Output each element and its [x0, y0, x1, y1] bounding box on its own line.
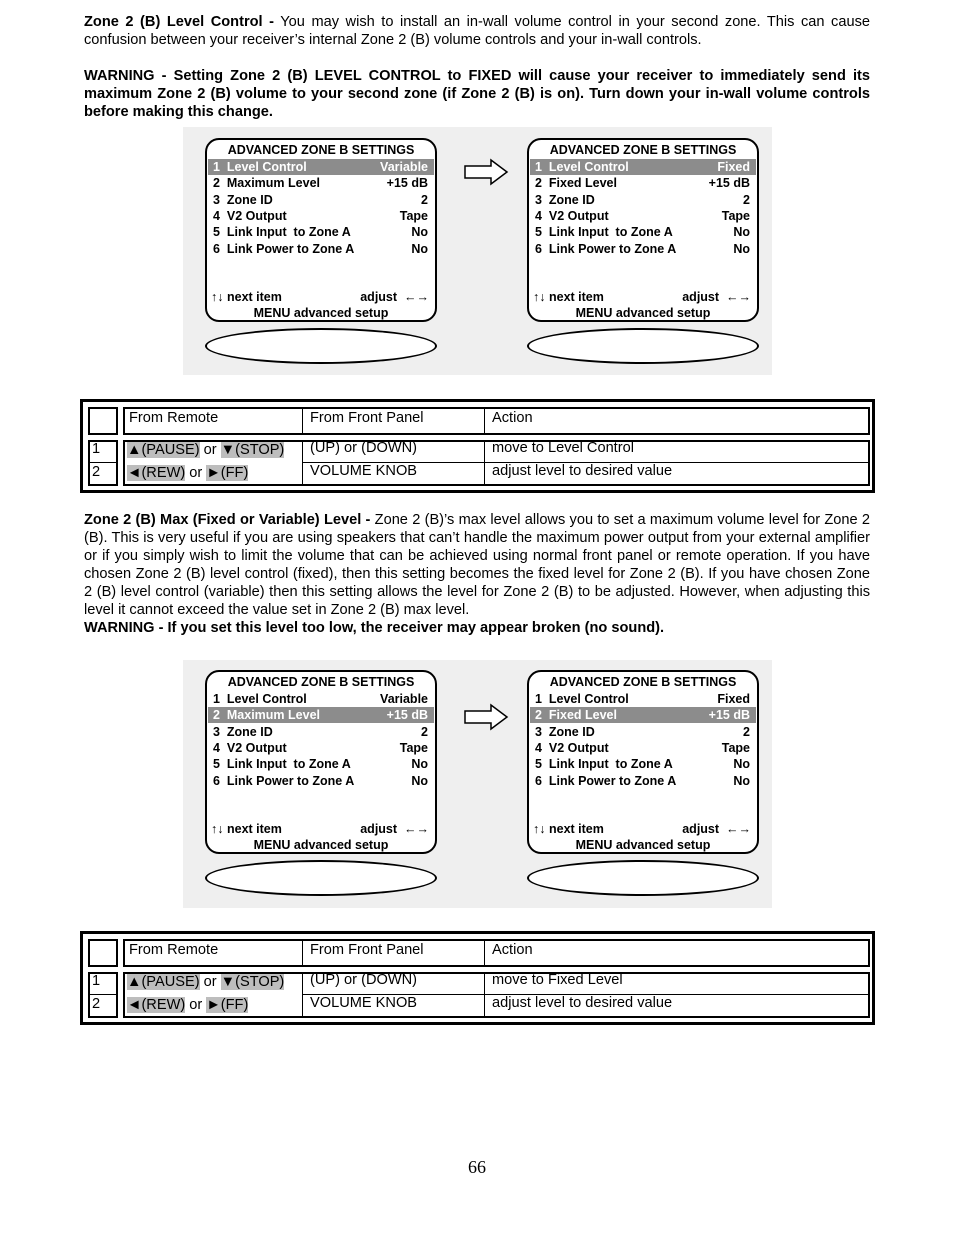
column-header: From Front Panel [310, 410, 424, 426]
paragraph-heading: Zone 2 (B) Max (Fixed or Variable) Level - [84, 512, 371, 528]
figure-max-level [183, 660, 772, 908]
osd-row [208, 724, 434, 740]
osd-row-label: 4 V2 Output [213, 208, 287, 223]
osd-title: ADVANCED ZONE B SETTINGS [227, 675, 415, 689]
control-table [80, 931, 875, 1025]
osd-row-value: No [411, 241, 428, 256]
osd-menu-hint: MENU advanced setup [253, 306, 389, 320]
osd-row-value: Tape [721, 208, 750, 223]
osd-row [208, 241, 434, 257]
osd-row-value: +15 dB [708, 176, 750, 191]
osd-row [208, 224, 434, 240]
column-header: Action [492, 410, 533, 426]
remote-or: or [185, 997, 207, 1013]
osd-adjust: adjust [360, 822, 398, 836]
osd-menu-hint: MENU advanced setup [575, 838, 711, 852]
osd-row [530, 175, 756, 191]
osd-footer-right [360, 289, 429, 305]
osd-row [530, 241, 756, 257]
osd-row [530, 691, 756, 707]
column-header: From Front Panel [310, 942, 424, 958]
front-panel-control: VOLUME KNOB [310, 995, 418, 1011]
osd-row-value: +15 dB [386, 708, 428, 723]
remote-button: ►(FF) [206, 465, 249, 481]
osd-row-value: Variable [380, 692, 428, 706]
remote-button: ◄(REW) [127, 997, 186, 1013]
osd-row-label: 5 Link Input to Zone A [213, 225, 351, 240]
paragraph-max-level [84, 511, 870, 637]
osd-row-value: Tape [399, 740, 428, 755]
osd-row-selected [530, 159, 756, 175]
osd-row-value: No [733, 757, 750, 772]
remote-button: ▼(STOP) [220, 442, 285, 458]
osd-row-value: +15 dB [708, 708, 750, 723]
osd-adjust: adjust [682, 290, 720, 304]
osd-footer [211, 289, 429, 305]
osd-footer [211, 821, 429, 837]
action-text: adjust level to desired value [492, 463, 673, 479]
paragraph-heading: Zone 2 (B) Level Control - [84, 14, 274, 30]
remote-button: ▼(STOP) [220, 974, 285, 990]
osd-row-label: 4 V2 Output [213, 740, 287, 755]
osd-footer-right [360, 821, 429, 837]
osd-footer-right [682, 821, 751, 837]
header-num-cell [88, 407, 118, 435]
column-divider [302, 939, 303, 967]
osd-row-value: 2 [421, 724, 428, 739]
osd-row [208, 756, 434, 772]
osd-row [208, 691, 434, 707]
osd-row-label: 6 Link Power to Zone A [213, 773, 355, 788]
osd-row-label: 5 Link Input to Zone A [535, 225, 673, 240]
header-num-cell [88, 939, 118, 967]
osd-next-item: next item [548, 290, 604, 304]
osd-row-label: 2 Maximum Level [213, 176, 320, 191]
osd-title: ADVANCED ZONE B SETTINGS [549, 675, 737, 689]
remote-button: ◄(REW) [127, 465, 186, 481]
osd-row-label: 3 Zone ID [535, 192, 595, 207]
osd-screen-after [527, 138, 759, 322]
control-table [80, 399, 875, 493]
osd-screen-after [527, 670, 759, 854]
up-down-arrows-icon: ↑↓ [211, 290, 227, 304]
osd-row-label: 2 Fixed Level [535, 708, 617, 723]
osd-row-value: No [733, 241, 750, 256]
osd-next-item: next item [226, 822, 282, 836]
osd-row-value: Fixed [717, 160, 750, 174]
osd-next-item: next item [548, 822, 604, 836]
column-header: From Remote [129, 942, 219, 958]
osd-row [530, 724, 756, 740]
osd-row-label: 6 Link Power to Zone A [535, 241, 677, 256]
up-down-arrows-icon: ↑↓ [533, 822, 549, 836]
osd-adjust: adjust [360, 290, 398, 304]
column-divider [302, 407, 303, 435]
osd-next-item: next item [226, 290, 282, 304]
osd-row-label: 6 Link Power to Zone A [213, 241, 355, 256]
left-right-arrows-icon: ←→ [397, 822, 429, 836]
osd-footer-right [682, 289, 751, 305]
paragraph-text: You may wish to install an in-wall volume control in your second zone. This can cause confusion between your receiver’s internal Zone 2 (B) volume controls and your in-wall controls. [84, 14, 870, 48]
column-header: From Remote [129, 410, 219, 426]
column-divider [484, 972, 485, 1018]
osd-row [208, 175, 434, 191]
paragraph-text: Zone 2 (B)’s max level allows you to set a maximum volume level for Zone 2 (B). This is very useful if you are using speakers that can’t handle the maximum power output from your external amplifier or if you simply wish to limit the volume that can be achieved using normal front panel or remote operation. If you have chosen Zone 2 (B) level control (fixed), then this setting becomes the fixed level for Zone 2 (B). If you have chosen Zone 2 (B) level control (variable) then this setting allows the level for Zone 2 (B) to be adjusted. However, when adjusting this level it cannot exceed the value set in Zone 2 (B) max level. [84, 512, 870, 618]
left-right-arrows-icon: ←→ [397, 290, 429, 304]
warning-low-level: WARNING - If you set this level too low, the receiver may appear broken (no sound). [84, 620, 665, 636]
osd-row-label: 1 Level Control [213, 160, 307, 174]
row-number: 1 [92, 973, 101, 989]
osd-row [530, 192, 756, 208]
osd-row [208, 740, 434, 756]
osd-row-value: Variable [380, 160, 428, 174]
osd-row-label: 5 Link Input to Zone A [213, 757, 351, 772]
osd-row-label: 6 Link Power to Zone A [535, 773, 677, 788]
up-down-arrows-icon: ↑↓ [533, 290, 549, 304]
osd-row-label: 2 Maximum Level [213, 708, 320, 723]
display-window [205, 860, 437, 896]
column-header: Action [492, 942, 533, 958]
column-divider [484, 939, 485, 967]
column-divider [484, 440, 485, 486]
paragraph-level-control [84, 13, 870, 49]
osd-row-value: Fixed [717, 692, 750, 706]
osd-row [208, 208, 434, 224]
osd-row-label: 1 Level Control [535, 692, 629, 706]
osd-row-label: 3 Zone ID [535, 724, 595, 739]
osd-row-value: Tape [399, 208, 428, 223]
left-right-arrows-icon: ←→ [719, 822, 751, 836]
osd-footer-left [211, 289, 282, 305]
left-right-arrows-icon: ←→ [719, 290, 751, 304]
row-number: 1 [92, 441, 101, 457]
figure-level-control [183, 127, 772, 375]
remote-or: or [199, 974, 221, 990]
column-divider [302, 440, 303, 486]
osd-menu-hint: MENU advanced setup [575, 306, 711, 320]
remote-buttons [127, 441, 284, 459]
remote-or: or [185, 465, 207, 481]
osd-row [530, 208, 756, 224]
osd-row-value: No [733, 773, 750, 788]
osd-row-label: 4 V2 Output [535, 208, 609, 223]
front-panel-control: VOLUME KNOB [310, 463, 418, 479]
remote-button: ►(FF) [206, 997, 249, 1013]
osd-row-value: 2 [421, 192, 428, 207]
osd-row-label: 4 V2 Output [535, 740, 609, 755]
osd-title: ADVANCED ZONE B SETTINGS [227, 143, 415, 157]
display-window [527, 328, 759, 364]
osd-screen-before [205, 670, 437, 854]
display-window [205, 328, 437, 364]
osd-row [530, 740, 756, 756]
osd-footer-left [211, 821, 282, 837]
osd-row-value: 2 [743, 192, 750, 207]
action-text: move to Level Control [492, 440, 634, 456]
osd-row [208, 773, 434, 789]
osd-row [530, 756, 756, 772]
osd-row-selected [530, 707, 756, 723]
front-panel-control: (UP) or (DOWN) [310, 440, 418, 456]
column-divider [302, 972, 303, 1018]
osd-row-label: 3 Zone ID [213, 724, 273, 739]
osd-row-label: 1 Level Control [213, 692, 307, 706]
warning-fixed-level: WARNING - Setting Zone 2 (B) LEVEL CONTROL to FIXED will cause your receiver to immediately send its maximum Zone 2 (B) volume to your second zone (if Zone 2 (B) is on). Turn down your in-wall volume controls before making this change. [84, 68, 870, 120]
osd-row-value: No [733, 225, 750, 240]
osd-screen-before [205, 138, 437, 322]
column-divider [484, 407, 485, 435]
osd-menu-hint: MENU advanced setup [253, 838, 389, 852]
osd-row-label: 1 Level Control [535, 160, 629, 174]
osd-row-selected [208, 707, 434, 723]
osd-row-value: Tape [721, 740, 750, 755]
remote-buttons [127, 464, 248, 482]
display-window [527, 860, 759, 896]
osd-row [530, 773, 756, 789]
remote-button: ▲(PAUSE) [127, 974, 200, 990]
remote-or: or [199, 442, 221, 458]
front-panel-control: (UP) or (DOWN) [310, 972, 418, 988]
osd-footer [533, 289, 751, 305]
row-number: 2 [92, 464, 101, 480]
page-number: 66 [468, 1157, 486, 1177]
osd-row [530, 224, 756, 240]
remote-button: ▲(PAUSE) [127, 442, 200, 458]
osd-row-value: No [411, 773, 428, 788]
osd-footer-left [533, 821, 604, 837]
remote-buttons [127, 996, 248, 1014]
osd-row-value: No [411, 757, 428, 772]
row-number: 2 [92, 996, 101, 1012]
action-text: move to Fixed Level [492, 972, 623, 988]
osd-title: ADVANCED ZONE B SETTINGS [549, 143, 737, 157]
osd-row-value: +15 dB [386, 176, 428, 191]
osd-footer-left [533, 289, 604, 305]
action-text: adjust level to desired value [492, 995, 673, 1011]
remote-buttons [127, 973, 284, 991]
osd-footer [533, 821, 751, 837]
osd-row-label: 3 Zone ID [213, 192, 273, 207]
osd-adjust: adjust [682, 822, 720, 836]
osd-row-label: 2 Fixed Level [535, 176, 617, 191]
osd-row-selected [208, 159, 434, 175]
right-arrow-icon [463, 703, 509, 731]
osd-row-label: 5 Link Input to Zone A [535, 757, 673, 772]
osd-row-value: 2 [743, 724, 750, 739]
right-arrow-icon [463, 158, 509, 186]
osd-row-value: No [411, 225, 428, 240]
up-down-arrows-icon: ↑↓ [211, 822, 227, 836]
osd-row [208, 192, 434, 208]
